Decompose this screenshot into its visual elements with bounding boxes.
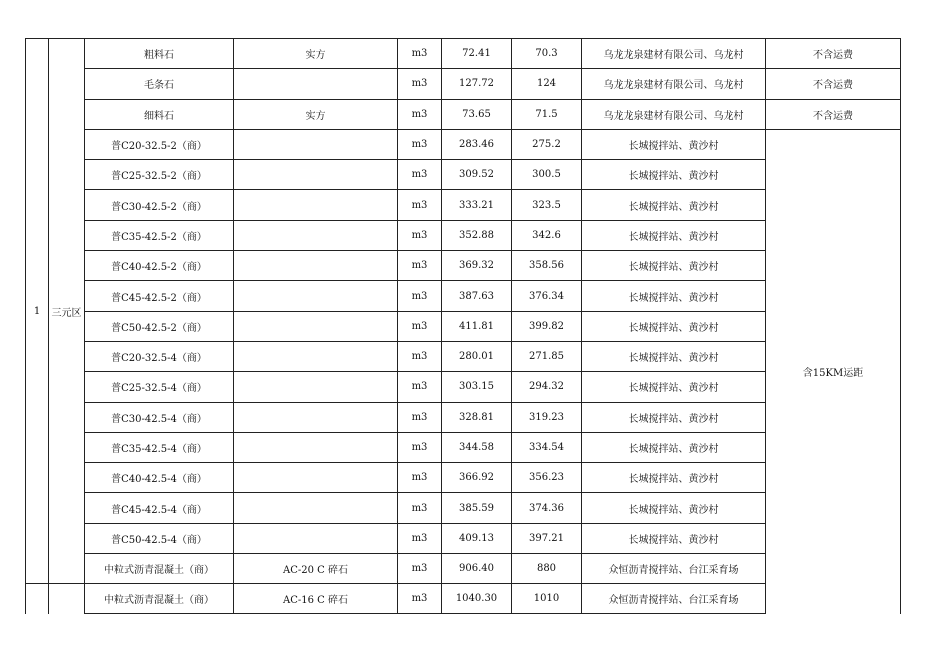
spec-cell: 实方 [234,39,398,69]
price-b-cell: 124 [512,69,582,99]
unit-cell: m3 [398,432,442,462]
price-b-cell: 300.5 [512,160,582,190]
material-name-cell: 毛条石 [85,69,234,99]
spec-cell [234,341,398,371]
material-name-cell: 普C25-32.5-2（商） [85,160,234,190]
unit-cell: m3 [398,220,442,250]
spec-cell [234,251,398,281]
price-b-cell: 319.23 [512,402,582,432]
unit-cell: m3 [398,584,442,614]
spec-cell [234,160,398,190]
material-name-cell: 普C50-42.5-2（商） [85,311,234,341]
unit-cell: m3 [398,251,442,281]
supplier-cell: 长城搅拌站、黄沙村 [582,281,766,311]
price-b-cell: 294.32 [512,372,582,402]
price-a-cell: 409.13 [442,523,512,553]
spec-cell [234,129,398,159]
price-a-cell: 73.65 [442,99,512,129]
price-b-cell: 358.56 [512,251,582,281]
material-name-cell: 普C35-42.5-4（商） [85,432,234,462]
region-name-cell: 三元区 [49,39,85,584]
unit-cell: m3 [398,69,442,99]
supplier-cell: 长城搅拌站、黄沙村 [582,341,766,371]
supplier-cell: 众恒沥青搅拌站、台江采育场 [582,554,766,584]
unit-cell: m3 [398,39,442,69]
transport-note-cell: 含15KM运距 [766,129,901,613]
price-a-cell: 72.41 [442,39,512,69]
table-row [26,69,901,99]
price-a-cell: 369.32 [442,251,512,281]
table-row [26,39,901,69]
unit-cell: m3 [398,463,442,493]
price-a-cell: 1040.30 [442,584,512,614]
material-name-cell: 普C35-42.5-2（商） [85,220,234,250]
unit-cell: m3 [398,281,442,311]
price-b-cell: 376.34 [512,281,582,311]
supplier-cell: 长城搅拌站、黄沙村 [582,220,766,250]
material-name-cell: 普C45-42.5-2（商） [85,281,234,311]
material-name-cell: 普C20-32.5-2（商） [85,129,234,159]
spec-cell [234,281,398,311]
supplier-cell: 长城搅拌站、黄沙村 [582,129,766,159]
supplier-cell: 长城搅拌站、黄沙村 [582,160,766,190]
spec-cell [234,69,398,99]
unit-cell: m3 [398,190,442,220]
supplier-cell: 长城搅拌站、黄沙村 [582,251,766,281]
price-b-cell: 399.82 [512,311,582,341]
unit-cell: m3 [398,160,442,190]
note-cell: 不含运费 [766,39,901,69]
price-a-cell: 333.21 [442,190,512,220]
note-cell: 不含运费 [766,69,901,99]
unit-cell: m3 [398,554,442,584]
spec-cell [234,402,398,432]
unit-cell: m3 [398,311,442,341]
material-name-cell: 中粒式沥青混凝土（商） [85,554,234,584]
spec-cell [234,372,398,402]
price-b-cell: 275.2 [512,129,582,159]
price-a-cell: 411.81 [442,311,512,341]
price-b-cell: 342.6 [512,220,582,250]
spec-cell: AC-16 C 碎石 [234,584,398,614]
material-name-cell: 普C25-32.5-4（商） [85,372,234,402]
supplier-cell: 乌龙龙泉建材有限公司、乌龙村 [582,69,766,99]
spec-cell [234,311,398,341]
material-name-cell: 普C30-42.5-4（商） [85,402,234,432]
table-row [26,99,901,129]
price-b-cell: 397.21 [512,523,582,553]
supplier-cell: 长城搅拌站、黄沙村 [582,402,766,432]
price-a-cell: 127.72 [442,69,512,99]
price-a-cell: 906.40 [442,554,512,584]
material-name-cell: 普C20-32.5-4（商） [85,341,234,371]
unit-cell: m3 [398,402,442,432]
empty-cell [26,584,49,614]
material-name-cell: 普C40-42.5-2（商） [85,251,234,281]
price-b-cell: 1010 [512,584,582,614]
spec-cell [234,220,398,250]
price-b-cell: 323.5 [512,190,582,220]
price-a-cell: 309.52 [442,160,512,190]
spec-cell [234,463,398,493]
spec-cell [234,432,398,462]
price-a-cell: 344.58 [442,432,512,462]
supplier-cell: 长城搅拌站、黄沙村 [582,463,766,493]
supplier-cell: 众恒沥青搅拌站、台江采育场 [582,584,766,614]
price-table [25,38,901,614]
unit-cell: m3 [398,129,442,159]
supplier-cell: 长城搅拌站、黄沙村 [582,523,766,553]
price-b-cell: 374.36 [512,493,582,523]
price-b-cell: 271.85 [512,341,582,371]
supplier-cell: 乌龙龙泉建材有限公司、乌龙村 [582,39,766,69]
supplier-cell: 长城搅拌站、黄沙村 [582,372,766,402]
empty-cell [49,584,85,614]
price-a-cell: 280.01 [442,341,512,371]
spec-cell [234,493,398,523]
material-name-cell: 普C40-42.5-4（商） [85,463,234,493]
price-a-cell: 283.46 [442,129,512,159]
price-a-cell: 387.63 [442,281,512,311]
spec-cell: AC-20 C 碎石 [234,554,398,584]
supplier-cell: 乌龙龙泉建材有限公司、乌龙村 [582,99,766,129]
price-a-cell: 303.15 [442,372,512,402]
supplier-cell: 长城搅拌站、黄沙村 [582,311,766,341]
supplier-cell: 长城搅拌站、黄沙村 [582,493,766,523]
note-cell: 不含运费 [766,99,901,129]
unit-cell: m3 [398,341,442,371]
spec-cell [234,523,398,553]
price-a-cell: 366.92 [442,463,512,493]
price-a-cell: 328.81 [442,402,512,432]
supplier-cell: 长城搅拌站、黄沙村 [582,432,766,462]
material-name-cell: 普C30-42.5-2（商） [85,190,234,220]
price-b-cell: 356.23 [512,463,582,493]
price-a-cell: 385.59 [442,493,512,523]
price-b-cell: 334.54 [512,432,582,462]
material-name-cell: 普C45-42.5-4（商） [85,493,234,523]
price-b-cell: 71.5 [512,99,582,129]
price-a-cell: 352.88 [442,220,512,250]
unit-cell: m3 [398,523,442,553]
table-row [26,129,901,159]
region-index-cell: 1 [26,39,49,584]
material-name-cell: 普C50-42.5-4（商） [85,523,234,553]
material-name-cell: 细料石 [85,99,234,129]
spec-cell: 实方 [234,99,398,129]
unit-cell: m3 [398,493,442,523]
supplier-cell: 长城搅拌站、黄沙村 [582,190,766,220]
material-name-cell: 中粒式沥青混凝土（商） [85,584,234,614]
spec-cell [234,190,398,220]
price-table-body [26,39,901,614]
unit-cell: m3 [398,99,442,129]
unit-cell: m3 [398,372,442,402]
material-name-cell: 粗料石 [85,39,234,69]
price-b-cell: 880 [512,554,582,584]
price-b-cell: 70.3 [512,39,582,69]
